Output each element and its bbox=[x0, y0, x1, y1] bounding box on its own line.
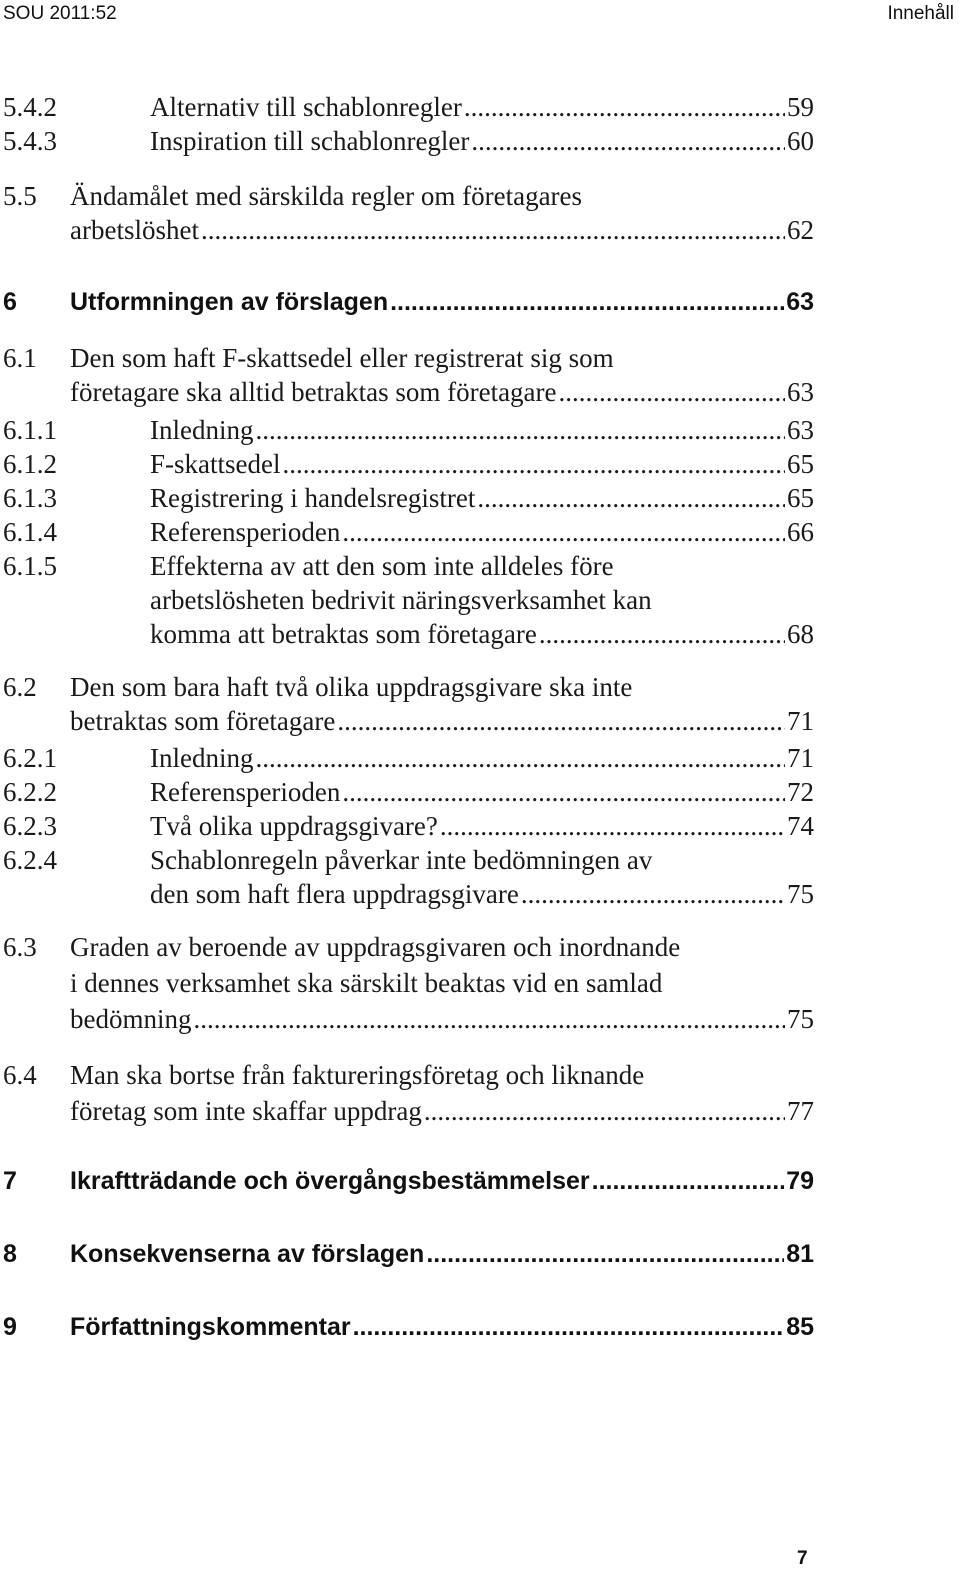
toc-entry-title-line: Två olika uppdragsgivare? bbox=[150, 811, 438, 841]
toc-entry-page: 75 bbox=[787, 879, 814, 909]
toc-entry-title-line: Ändamålet med särskilda regler om företagares bbox=[70, 181, 583, 211]
toc-entry-number: 6.3 bbox=[3, 932, 37, 962]
toc-entry-number: 6.1.1 bbox=[3, 415, 57, 445]
toc-entry-page: 79 bbox=[786, 1167, 814, 1195]
toc-entry[interactable] bbox=[3, 517, 814, 551]
dot-leader bbox=[469, 126, 785, 157]
toc-entry-page: 63 bbox=[786, 288, 814, 316]
toc-entry[interactable] bbox=[3, 551, 814, 653]
toc-entry-title-line: Referensperioden bbox=[150, 777, 341, 807]
toc-entry-title-line: i dennes verksamhet ska särskilt beaktas vid en samlad bbox=[70, 968, 663, 998]
dot-leader bbox=[388, 288, 784, 317]
toc-entry-title-line: Ikraftträdande och övergångsbestämmelser bbox=[70, 1167, 590, 1195]
toc-entry-title-line: Den som bara haft två olika uppdragsgivare ska inte bbox=[70, 672, 633, 702]
dot-leader bbox=[422, 1096, 785, 1127]
dot-leader bbox=[280, 449, 785, 480]
toc-entry[interactable] bbox=[3, 126, 814, 160]
toc-entry-number: 5.5 bbox=[3, 181, 37, 211]
dot-leader bbox=[253, 415, 785, 446]
toc-entry-title-line: arbetslösheten bedrivit näringsverksamhet kan bbox=[150, 585, 652, 615]
toc-entry-number: 6.2.4 bbox=[3, 845, 57, 875]
dot-leader bbox=[438, 811, 785, 842]
toc-entry-title-line: Utformningen av förslagen bbox=[70, 288, 389, 316]
toc-entry[interactable] bbox=[3, 932, 814, 1040]
toc-entry-number: 6.1.2 bbox=[3, 449, 57, 479]
dot-leader bbox=[340, 517, 785, 548]
toc-entry-number: 7 bbox=[3, 1167, 17, 1195]
toc-entry-number: 6.2.1 bbox=[3, 743, 57, 773]
running-header-left: SOU 2011:52 bbox=[3, 3, 117, 24]
toc-entry[interactable] bbox=[3, 483, 814, 517]
dot-leader bbox=[192, 1004, 786, 1035]
toc-entry-page: 75 bbox=[787, 1004, 814, 1034]
toc-entry[interactable] bbox=[3, 811, 814, 845]
dot-leader bbox=[335, 706, 785, 737]
toc-entry-number: 6.1.3 bbox=[3, 483, 57, 513]
toc-entry-title-line: Referensperioden bbox=[150, 517, 341, 547]
toc-entry-page: 77 bbox=[787, 1096, 814, 1126]
toc-entry-page: 63 bbox=[787, 415, 814, 445]
toc-entry-title-line: Registrering i handelsregistret bbox=[150, 483, 476, 513]
toc-entry-page: 65 bbox=[787, 449, 814, 479]
toc-entry-title-line: komma att betraktas som företagare bbox=[150, 619, 537, 649]
toc-entry-page: 85 bbox=[786, 1313, 814, 1341]
dot-leader bbox=[424, 1240, 784, 1269]
dot-leader bbox=[199, 215, 785, 246]
toc-entry[interactable] bbox=[3, 343, 814, 411]
toc-entry-page: 71 bbox=[787, 743, 814, 773]
toc-entry-number: 8 bbox=[3, 1240, 17, 1268]
toc-entry-title-line: Inledning bbox=[150, 415, 254, 445]
toc-entry-title-line: bedömning bbox=[70, 1004, 192, 1034]
running-header-right: Innehåll bbox=[887, 3, 954, 24]
toc-entry-title-line: F-skattsedel bbox=[150, 449, 281, 479]
toc-entry-number: 6.2.2 bbox=[3, 777, 57, 807]
toc-entry-title-line: Graden av beroende av uppdragsgivaren och inordnande bbox=[70, 932, 681, 962]
dot-leader bbox=[351, 1313, 785, 1342]
toc-entry-page: 72 bbox=[787, 777, 814, 807]
toc-entry-page: 62 bbox=[787, 215, 814, 245]
dot-leader bbox=[475, 483, 785, 514]
toc-entry-number: 5.4.3 bbox=[3, 126, 57, 156]
toc-entry-title-line: Man ska bortse från faktureringsföretag och liknande bbox=[70, 1060, 645, 1090]
toc-entry-number: 9 bbox=[3, 1313, 17, 1341]
toc-entry[interactable] bbox=[3, 845, 814, 913]
toc-entry[interactable] bbox=[3, 1060, 814, 1132]
toc-entry[interactable] bbox=[3, 672, 814, 740]
toc-entry[interactable] bbox=[3, 92, 814, 126]
toc-entry-number: 6.4 bbox=[3, 1060, 37, 1090]
toc-entry[interactable] bbox=[3, 777, 814, 811]
toc-entry-title-line: Effekterna av att den som inte alldeles före bbox=[150, 551, 614, 581]
page-number: 7 bbox=[797, 1548, 808, 1569]
dot-leader bbox=[462, 92, 785, 123]
toc-entry[interactable] bbox=[3, 1167, 814, 1201]
toc-entry-page: 68 bbox=[787, 619, 814, 649]
toc-entry-title-line: Författningskommentar bbox=[70, 1313, 351, 1341]
dot-leader bbox=[537, 619, 785, 650]
toc-entry-title-line: betraktas som företagare bbox=[70, 706, 336, 736]
dot-leader bbox=[557, 377, 785, 408]
toc-entry-title-line: företagare ska alltid betraktas som företagare bbox=[70, 377, 557, 407]
toc-entry-number: 6 bbox=[3, 288, 17, 316]
toc-entry[interactable] bbox=[3, 1240, 814, 1274]
toc-entry-title-line: Schablonregeln påverkar inte bedömningen av bbox=[150, 845, 653, 875]
toc-entry-number: 6.2.3 bbox=[3, 811, 57, 841]
toc-entry-title-line: Inspiration till schablonregler bbox=[150, 126, 470, 156]
toc-entry-title-line: arbetslöshet bbox=[70, 215, 199, 245]
toc-entry[interactable] bbox=[3, 1313, 814, 1347]
toc-entry-page: 60 bbox=[787, 126, 814, 156]
toc-entry-title-line: Inledning bbox=[150, 743, 254, 773]
dot-leader bbox=[590, 1167, 785, 1196]
toc-entry-title-line: den som haft flera uppdragsgivare bbox=[150, 879, 519, 909]
dot-leader bbox=[253, 743, 785, 774]
toc-entry[interactable] bbox=[3, 415, 814, 449]
toc-entry-page: 65 bbox=[787, 483, 814, 513]
toc-entry[interactable] bbox=[3, 181, 814, 249]
toc-entry-page: 66 bbox=[787, 517, 814, 547]
toc-entry-page: 63 bbox=[787, 377, 814, 407]
toc-entry-title-line: företag som inte skaffar uppdrag bbox=[70, 1096, 422, 1126]
toc-entry-number: 6.2 bbox=[3, 672, 37, 702]
toc-entry-page: 74 bbox=[787, 811, 814, 841]
toc-entry-title-line: Konsekvenserna av förslagen bbox=[70, 1240, 425, 1268]
toc-entry-page: 59 bbox=[787, 92, 814, 122]
toc-entry-page: 81 bbox=[786, 1240, 814, 1268]
toc-entry-number: 6.1.5 bbox=[3, 551, 57, 581]
toc-entry[interactable] bbox=[3, 288, 814, 322]
toc-entry-number: 6.1 bbox=[3, 343, 37, 373]
toc-entry-title-line: Alternativ till schablonregler bbox=[150, 92, 462, 122]
toc-entry[interactable] bbox=[3, 449, 814, 483]
toc-entry-title-line: Den som haft F-skattsedel eller registrerat sig som bbox=[70, 343, 614, 373]
dot-leader bbox=[519, 879, 785, 910]
toc-entry-number: 5.4.2 bbox=[3, 92, 57, 122]
toc-entry-number: 6.1.4 bbox=[3, 517, 57, 547]
toc-entry-page: 71 bbox=[787, 706, 814, 736]
toc-entry[interactable] bbox=[3, 743, 814, 777]
dot-leader bbox=[340, 777, 785, 808]
